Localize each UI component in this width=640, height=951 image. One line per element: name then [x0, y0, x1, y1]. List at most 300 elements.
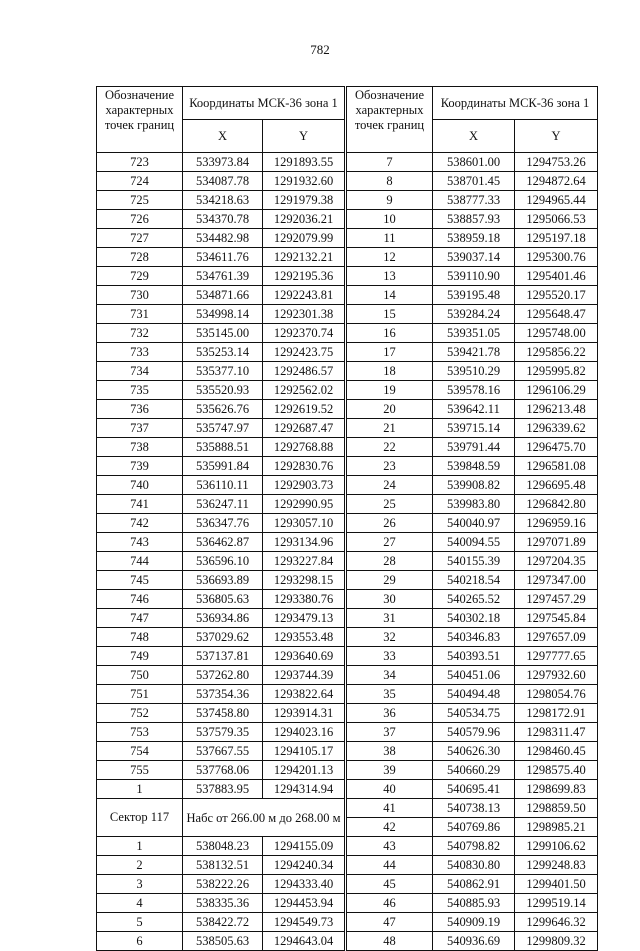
point-id-cell: 45	[347, 875, 433, 894]
point-id-cell: 734	[97, 362, 183, 381]
table-row	[97, 628, 345, 647]
table-row	[347, 571, 598, 590]
x-cell: 540393.51	[433, 647, 515, 666]
y-cell: 1293298.15	[263, 571, 345, 590]
point-id-cell: 35	[347, 685, 433, 704]
y-cell: 1292486.57	[263, 362, 345, 381]
x-cell: 539110.90	[433, 267, 515, 286]
y-cell: 1297777.65	[515, 647, 598, 666]
x-cell: 539578.16	[433, 381, 515, 400]
point-id-cell: 29	[347, 571, 433, 590]
point-id-cell: 13	[347, 267, 433, 286]
x-cell: 538222.26	[183, 875, 263, 894]
y-cell: 1292132.21	[263, 248, 345, 267]
y-cell: 1293479.13	[263, 609, 345, 628]
table-row	[97, 837, 345, 856]
y-cell: 1293057.10	[263, 514, 345, 533]
table-row	[97, 742, 345, 761]
point-id-cell: 739	[97, 457, 183, 476]
y-cell: 1295856.22	[515, 343, 598, 362]
table-row	[97, 191, 345, 210]
y-cell: 1294549.73	[263, 913, 345, 932]
y-cell: 1292036.21	[263, 210, 345, 229]
point-id-cell: 733	[97, 343, 183, 362]
x-cell: 539421.78	[433, 343, 515, 362]
table-row	[97, 210, 345, 229]
table-row	[347, 153, 598, 172]
x-cell: 540494.48	[433, 685, 515, 704]
y-cell: 1297347.00	[515, 571, 598, 590]
x-cell: 535520.93	[183, 381, 263, 400]
point-id-cell: 40	[347, 780, 433, 799]
table-row	[347, 666, 598, 685]
x-cell: 537354.36	[183, 685, 263, 704]
coords-header: Координаты МСК-36 зона 1	[433, 87, 598, 120]
table-row	[347, 495, 598, 514]
table-row	[97, 609, 345, 628]
y-cell: 1297657.09	[515, 628, 598, 647]
coordinates-table-left	[96, 86, 345, 951]
point-id-cell: 7	[347, 153, 433, 172]
x-cell: 537458.80	[183, 704, 263, 723]
point-id-cell: 746	[97, 590, 183, 609]
table-row	[347, 799, 598, 818]
x-cell: 536462.87	[183, 533, 263, 552]
point-id-cell: 729	[97, 267, 183, 286]
point-id-cell: 9	[347, 191, 433, 210]
point-id-cell: 18	[347, 362, 433, 381]
point-id-cell: 751	[97, 685, 183, 704]
table-row	[347, 438, 598, 457]
coordinates-table-right	[346, 86, 598, 951]
x-cell: 535626.76	[183, 400, 263, 419]
point-id-cell: 753	[97, 723, 183, 742]
x-cell: 538857.93	[433, 210, 515, 229]
sector-label: Сектор 117	[97, 799, 183, 837]
x-cell: 540660.29	[433, 761, 515, 780]
point-id-cell: 31	[347, 609, 433, 628]
table-row	[97, 381, 345, 400]
y-cell: 1295648.47	[515, 305, 598, 324]
x-cell: 533973.84	[183, 153, 263, 172]
y-cell: 1297071.89	[515, 533, 598, 552]
point-id-cell: 1	[97, 780, 183, 799]
table-row	[97, 590, 345, 609]
x-cell: 537883.95	[183, 780, 263, 799]
y-cell: 1292768.88	[263, 438, 345, 457]
table-row	[97, 856, 345, 875]
y-cell: 1298311.47	[515, 723, 598, 742]
x-cell: 540798.82	[433, 837, 515, 856]
x-cell: 534611.76	[183, 248, 263, 267]
table-row	[347, 704, 598, 723]
table-row	[97, 533, 345, 552]
y-cell: 1292619.52	[263, 400, 345, 419]
table-row	[347, 647, 598, 666]
x-cell: 538335.36	[183, 894, 263, 913]
point-id-cell: 37	[347, 723, 433, 742]
x-cell: 536934.86	[183, 609, 263, 628]
table-row	[97, 267, 345, 286]
x-cell: 540346.83	[433, 628, 515, 647]
y-cell: 1294240.34	[263, 856, 345, 875]
table-row	[347, 210, 598, 229]
x-header: X	[433, 120, 515, 153]
y-cell: 1293640.69	[263, 647, 345, 666]
point-id-cell: 43	[347, 837, 433, 856]
point-id-cell: 724	[97, 172, 183, 191]
table-row	[347, 609, 598, 628]
y-cell: 1295520.17	[515, 286, 598, 305]
point-id-cell: 745	[97, 571, 183, 590]
coords-header: Координаты МСК-36 зона 1	[183, 87, 345, 120]
y-header: Y	[263, 120, 345, 153]
x-cell: 540040.97	[433, 514, 515, 533]
table-row	[347, 514, 598, 533]
point-id-cell: 11	[347, 229, 433, 248]
point-id-cell: 730	[97, 286, 183, 305]
x-cell: 540769.86	[433, 818, 515, 837]
point-id-cell: 22	[347, 438, 433, 457]
table-row	[347, 628, 598, 647]
y-cell: 1297457.29	[515, 590, 598, 609]
y-cell: 1292370.74	[263, 324, 345, 343]
y-cell: 1292301.38	[263, 305, 345, 324]
x-cell: 539983.80	[433, 495, 515, 514]
y-cell: 1291893.55	[263, 153, 345, 172]
point-id-cell: 732	[97, 324, 183, 343]
point-id-cell: 30	[347, 590, 433, 609]
y-cell: 1296339.62	[515, 419, 598, 438]
table-row	[347, 457, 598, 476]
point-id-cell: 3	[97, 875, 183, 894]
table-row	[97, 514, 345, 533]
x-cell: 534482.98	[183, 229, 263, 248]
table-row	[97, 419, 345, 438]
point-id-cell: 2	[97, 856, 183, 875]
table-row	[347, 343, 598, 362]
table-row	[97, 229, 345, 248]
point-id-cell: 10	[347, 210, 433, 229]
point-id-cell: 26	[347, 514, 433, 533]
y-cell: 1293380.76	[263, 590, 345, 609]
point-id-cell: 6	[97, 932, 183, 951]
point-id-cell: 1	[97, 837, 183, 856]
y-cell: 1298172.91	[515, 704, 598, 723]
table-row	[97, 286, 345, 305]
table-row	[347, 267, 598, 286]
point-id-cell: 23	[347, 457, 433, 476]
point-id-cell: 20	[347, 400, 433, 419]
x-cell: 540885.93	[433, 894, 515, 913]
y-cell: 1291932.60	[263, 172, 345, 191]
table-row	[347, 400, 598, 419]
table-row	[97, 647, 345, 666]
table-row	[97, 248, 345, 267]
point-id-cell: 738	[97, 438, 183, 457]
x-cell: 539791.44	[433, 438, 515, 457]
y-cell: 1294965.44	[515, 191, 598, 210]
x-cell: 537667.55	[183, 742, 263, 761]
y-cell: 1293822.64	[263, 685, 345, 704]
x-cell: 535145.00	[183, 324, 263, 343]
table-row	[97, 875, 345, 894]
y-cell: 1299519.14	[515, 894, 598, 913]
point-id-cell: 728	[97, 248, 183, 267]
x-cell: 536693.89	[183, 571, 263, 590]
point-id-cell: 748	[97, 628, 183, 647]
table-row	[97, 495, 345, 514]
point-id-cell: 32	[347, 628, 433, 647]
point-id-cell: 731	[97, 305, 183, 324]
y-cell: 1296842.80	[515, 495, 598, 514]
y-cell: 1296959.16	[515, 514, 598, 533]
y-cell: 1294453.94	[263, 894, 345, 913]
point-id-cell: 755	[97, 761, 183, 780]
x-cell: 536596.10	[183, 552, 263, 571]
x-cell: 539715.14	[433, 419, 515, 438]
point-id-cell: 24	[347, 476, 433, 495]
point-id-cell: 21	[347, 419, 433, 438]
y-cell: 1295748.00	[515, 324, 598, 343]
x-cell: 537768.06	[183, 761, 263, 780]
table-row	[347, 818, 598, 837]
x-cell: 538777.33	[433, 191, 515, 210]
point-id-cell: 33	[347, 647, 433, 666]
x-cell: 539642.11	[433, 400, 515, 419]
point-id-cell: 25	[347, 495, 433, 514]
table-row	[347, 837, 598, 856]
y-cell: 1295197.18	[515, 229, 598, 248]
page-number: 782	[310, 42, 330, 57]
y-cell: 1292990.95	[263, 495, 345, 514]
x-cell: 537029.62	[183, 628, 263, 647]
x-cell: 539510.29	[433, 362, 515, 381]
table-row	[347, 476, 598, 495]
table-row	[347, 381, 598, 400]
sector-height: Набс от 266.00 м до 268.00 м	[183, 799, 345, 837]
y-cell: 1296475.70	[515, 438, 598, 457]
x-cell: 538422.72	[183, 913, 263, 932]
point-id-cell: 17	[347, 343, 433, 362]
x-cell: 534871.66	[183, 286, 263, 305]
point-id-cell: 743	[97, 533, 183, 552]
y-cell: 1297204.35	[515, 552, 598, 571]
table-row	[97, 438, 345, 457]
table-row	[347, 761, 598, 780]
x-cell: 536347.76	[183, 514, 263, 533]
y-cell: 1299646.32	[515, 913, 598, 932]
y-cell: 1292830.76	[263, 457, 345, 476]
table-row	[97, 894, 345, 913]
y-cell: 1293553.48	[263, 628, 345, 647]
table-row	[97, 571, 345, 590]
x-cell: 540830.80	[433, 856, 515, 875]
table-row	[97, 780, 345, 799]
x-cell: 540451.06	[433, 666, 515, 685]
y-cell: 1294105.17	[263, 742, 345, 761]
y-cell: 1292079.99	[263, 229, 345, 248]
y-cell: 1299401.50	[515, 875, 598, 894]
table-row	[97, 457, 345, 476]
x-cell: 540695.41	[433, 780, 515, 799]
point-id-cell: 726	[97, 210, 183, 229]
x-cell: 538959.18	[433, 229, 515, 248]
point-id-cell: 38	[347, 742, 433, 761]
table-row	[347, 590, 598, 609]
y-cell: 1299809.32	[515, 932, 598, 951]
table-row	[347, 305, 598, 324]
x-cell: 539908.82	[433, 476, 515, 495]
y-cell: 1298985.21	[515, 818, 598, 837]
point-id-cell: 8	[347, 172, 433, 191]
y-cell: 1297545.84	[515, 609, 598, 628]
point-id-cell: 725	[97, 191, 183, 210]
point-id-cell: 12	[347, 248, 433, 267]
y-cell: 1291979.38	[263, 191, 345, 210]
table-row	[347, 780, 598, 799]
table-row	[347, 419, 598, 438]
table-row	[347, 533, 598, 552]
x-cell: 540909.19	[433, 913, 515, 932]
table-row	[97, 932, 345, 951]
x-cell: 540155.39	[433, 552, 515, 571]
point-id-cell: 41	[347, 799, 433, 818]
table-row	[347, 172, 598, 191]
y-cell: 1295995.82	[515, 362, 598, 381]
x-cell: 540265.52	[433, 590, 515, 609]
point-id-cell: 752	[97, 704, 183, 723]
x-cell: 538701.45	[433, 172, 515, 191]
point-id-cell: 36	[347, 704, 433, 723]
x-cell: 540862.91	[433, 875, 515, 894]
table-row	[347, 742, 598, 761]
table-row	[97, 400, 345, 419]
x-cell: 537262.80	[183, 666, 263, 685]
y-cell: 1293744.39	[263, 666, 345, 685]
x-cell: 538048.23	[183, 837, 263, 856]
x-cell: 535377.10	[183, 362, 263, 381]
point-id-cell: 4	[97, 894, 183, 913]
y-cell: 1292243.81	[263, 286, 345, 305]
point-id-cell: 16	[347, 324, 433, 343]
point-id-cell: 735	[97, 381, 183, 400]
y-cell: 1293134.96	[263, 533, 345, 552]
y-cell: 1294643.04	[263, 932, 345, 951]
point-id-cell: 42	[347, 818, 433, 837]
x-cell: 540936.69	[433, 932, 515, 951]
x-cell: 535888.51	[183, 438, 263, 457]
table-row	[347, 362, 598, 381]
y-cell: 1299248.83	[515, 856, 598, 875]
y-cell: 1294155.09	[263, 837, 345, 856]
point-id-cell: 34	[347, 666, 433, 685]
table-row	[97, 305, 345, 324]
x-cell: 539848.59	[433, 457, 515, 476]
y-cell: 1298575.40	[515, 761, 598, 780]
point-id-cell: 46	[347, 894, 433, 913]
x-cell: 540302.18	[433, 609, 515, 628]
point-id-cell: 742	[97, 514, 183, 533]
y-cell: 1292562.02	[263, 381, 345, 400]
x-cell: 539195.48	[433, 286, 515, 305]
point-id-cell: 15	[347, 305, 433, 324]
point-id-cell: 736	[97, 400, 183, 419]
y-cell: 1294872.64	[515, 172, 598, 191]
x-cell: 540626.30	[433, 742, 515, 761]
point-id-cell: 727	[97, 229, 183, 248]
y-cell: 1295066.53	[515, 210, 598, 229]
y-cell: 1295401.46	[515, 267, 598, 286]
y-cell: 1296106.29	[515, 381, 598, 400]
y-cell: 1292903.73	[263, 476, 345, 495]
point-id-cell: 28	[347, 552, 433, 571]
table-row	[347, 723, 598, 742]
x-cell: 536805.63	[183, 590, 263, 609]
point-id-cell: 44	[347, 856, 433, 875]
table-row	[347, 685, 598, 704]
point-id-cell: 47	[347, 913, 433, 932]
y-header: Y	[515, 120, 598, 153]
x-cell: 540534.75	[433, 704, 515, 723]
table-row	[347, 894, 598, 913]
table-row	[347, 932, 598, 951]
point-id-cell: 723	[97, 153, 183, 172]
x-cell: 534370.78	[183, 210, 263, 229]
x-cell: 534761.39	[183, 267, 263, 286]
y-cell: 1294201.13	[263, 761, 345, 780]
y-cell: 1298460.45	[515, 742, 598, 761]
x-cell: 536110.11	[183, 476, 263, 495]
table-row	[97, 153, 345, 172]
x-cell: 540218.54	[433, 571, 515, 590]
x-cell: 536247.11	[183, 495, 263, 514]
x-cell: 539351.05	[433, 324, 515, 343]
designation-header: Обозначение характерных точек границ	[347, 87, 433, 153]
y-cell: 1296581.08	[515, 457, 598, 476]
sector-row	[97, 799, 345, 837]
y-cell: 1292195.36	[263, 267, 345, 286]
point-id-cell: 5	[97, 913, 183, 932]
table-row	[347, 191, 598, 210]
x-cell: 540738.13	[433, 799, 515, 818]
point-id-cell: 750	[97, 666, 183, 685]
table-row	[97, 723, 345, 742]
y-cell: 1297932.60	[515, 666, 598, 685]
y-cell: 1292423.75	[263, 343, 345, 362]
table-row	[97, 476, 345, 495]
point-id-cell: 744	[97, 552, 183, 571]
table-row	[347, 229, 598, 248]
table-row	[97, 913, 345, 932]
x-cell: 538505.63	[183, 932, 263, 951]
table-row	[347, 913, 598, 932]
table-row	[97, 552, 345, 571]
point-id-cell: 48	[347, 932, 433, 951]
x-cell: 535747.97	[183, 419, 263, 438]
y-cell: 1294314.94	[263, 780, 345, 799]
x-cell: 535991.84	[183, 457, 263, 476]
x-cell: 534218.63	[183, 191, 263, 210]
y-cell: 1294023.16	[263, 723, 345, 742]
y-cell: 1296695.48	[515, 476, 598, 495]
table-row	[97, 761, 345, 780]
y-cell: 1298699.83	[515, 780, 598, 799]
table-row	[347, 324, 598, 343]
x-header: X	[183, 120, 263, 153]
table-row	[97, 172, 345, 191]
point-id-cell: 27	[347, 533, 433, 552]
